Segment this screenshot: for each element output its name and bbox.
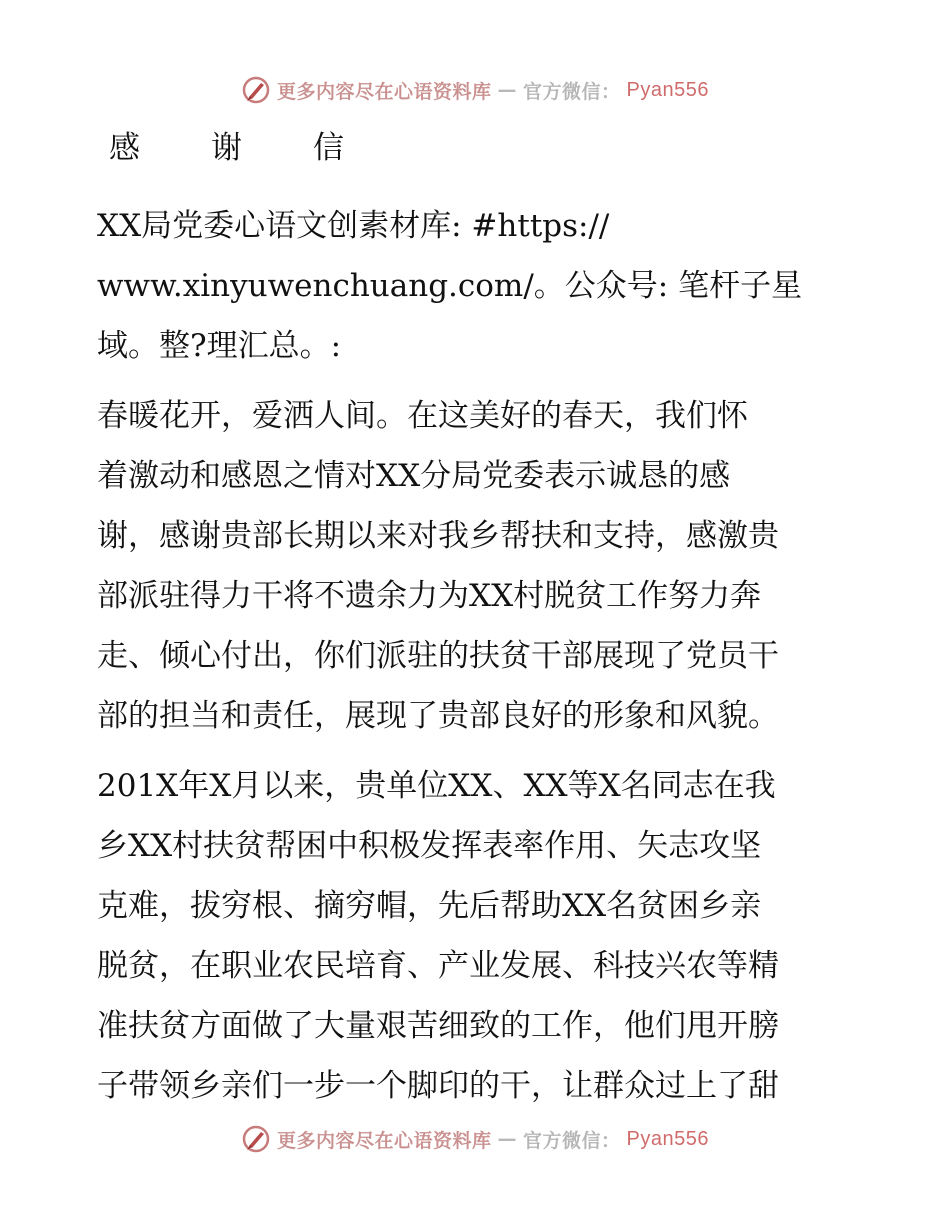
- paragraph-line: 着激动和感恩之情对XX分局党委表示诚恳的感: [97, 458, 731, 494]
- paragraph-line: 子带领乡亲们一步一个脚印的干，让群众过上了甜: [97, 1068, 779, 1104]
- letter-title: 感 谢 信: [109, 130, 364, 166]
- watermark-main-text: 更多内容尽在心语资料库: [277, 80, 492, 103]
- paragraph-line: 走、倾心付出，你们派驻的扶贫干部展现了党员干: [97, 638, 779, 674]
- salutation-line: 域。整?理汇总。:: [97, 328, 342, 364]
- watermark-main-text: 更多内容尽在心语资料库: [277, 1129, 492, 1152]
- watermark-dash: —: [497, 79, 518, 101]
- quill-pen-circle-icon: [241, 1124, 271, 1154]
- watermark-dash: —: [497, 1128, 518, 1150]
- watermark-wechat-id: Pyan556: [626, 78, 709, 101]
- watermark-wechat-label: 官方微信：: [523, 1129, 621, 1152]
- paragraph-line: 春暖花开，爱洒人间。在这美好的春天，我们怀: [97, 398, 748, 434]
- watermark-wechat-label: 官方微信：: [523, 80, 621, 103]
- paragraph-line: 谢，感谢贵部长期以来对我乡帮扶和支持，感激贵: [97, 518, 779, 554]
- paragraph-line: 部的担当和责任，展现了贵部良好的形象和风貌。: [97, 698, 779, 734]
- paragraph-line: 乡XX村扶贫帮困中积极发挥表率作用、矢志攻坚: [97, 828, 762, 864]
- watermark-banner-bottom: [0, 1119, 950, 1159]
- salutation-line: www.xinyuwenchuang.com/。公众号: 笔杆子星: [97, 268, 803, 304]
- paragraph-line: 准扶贫方面做了大量艰苦细致的工作，他们甩开膀: [97, 1008, 779, 1044]
- salutation-line: XX局党委心语文创素材库: #https://: [97, 208, 610, 244]
- watermark-wechat-id: Pyan556: [626, 1127, 709, 1150]
- paragraph-line: 脱贫，在职业农民培育、产业发展、科技兴农等精: [97, 948, 779, 984]
- letter-paragraph-1: [97, 386, 857, 746]
- paragraph-line: 部派驻得力干将不遗余力为XX村脱贫工作努力奔: [97, 578, 762, 614]
- paragraph-line: 克难，拔穷根、摘穷帽，先后帮助XX名贫困乡亲: [97, 888, 762, 924]
- paragraph-line: 201X年X月以来，贵单位XX、XX等X名同志在我: [97, 768, 776, 804]
- letter-paragraph-2: [97, 756, 857, 1116]
- letter-salutation: [97, 196, 857, 376]
- watermark-banner-top: [0, 70, 950, 110]
- letter-body: [97, 122, 857, 1126]
- quill-pen-circle-icon: [241, 75, 271, 105]
